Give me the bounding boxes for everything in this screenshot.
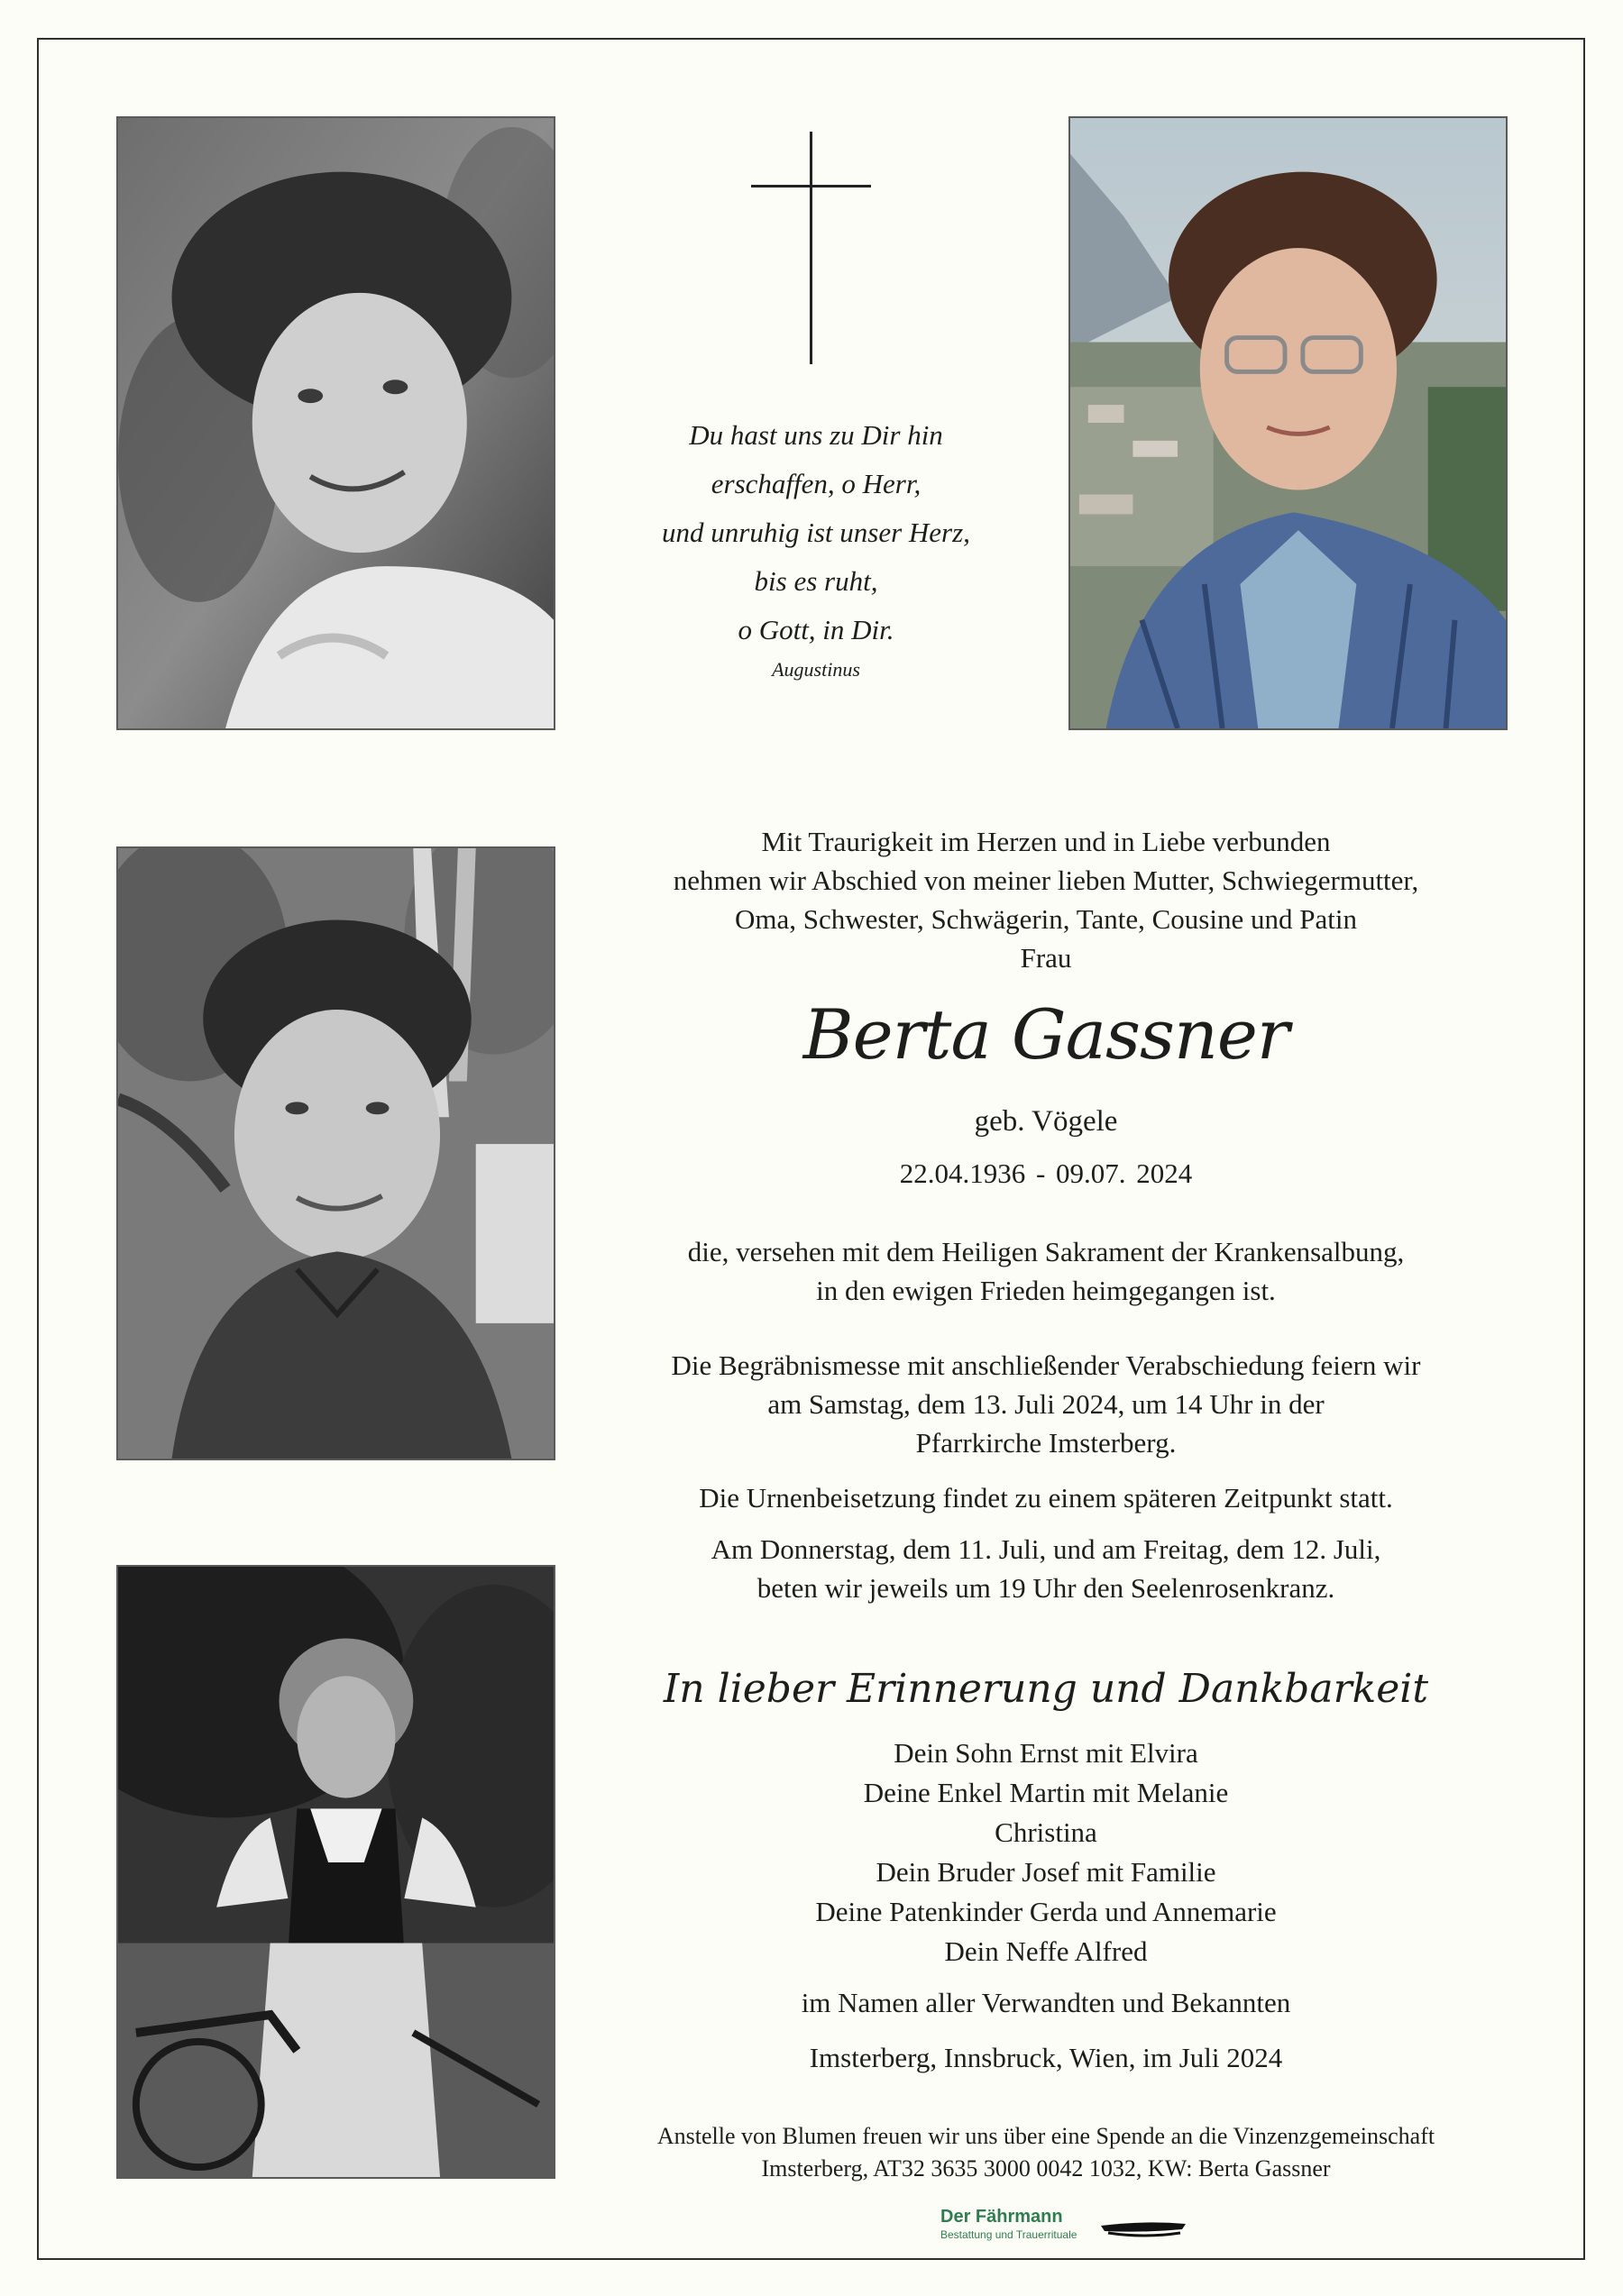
sacrament-line: die, versehen mit dem Heiligen Sakrament der Krankensalbung, <box>687 1236 1405 1267</box>
verse-line: o Gott, in Dir. <box>738 614 894 645</box>
logo-brand: Der Fährmann <box>940 2207 1063 2227</box>
life-dates: 22.04.1936 - 09.07. 2024 <box>899 1157 1193 1189</box>
family-list <box>595 1733 1497 1971</box>
birth-name: geb. Vögele <box>974 1105 1118 1138</box>
verse-author: Augustinus <box>772 658 860 681</box>
memory-heading: In lieber Erinnerung und Dankbarkeit <box>663 1666 1429 1712</box>
intro-line: Frau <box>1020 942 1072 974</box>
intro-line: Oma, Schwester, Schwägerin, Tante, Cousine und Patin <box>735 903 1357 935</box>
verse-line: bis es ruht, <box>754 565 878 597</box>
place-date: Imsterberg, Innsbruck, Wien, im Juli 2024 <box>809 2042 1283 2073</box>
donation-line: Imsterberg, AT32 3635 3000 0042 1032, KW: Berta Gassner <box>761 2155 1331 2182</box>
intro-text <box>595 822 1497 977</box>
family-member: Dein Sohn Ernst mit Elvira <box>894 1737 1198 1769</box>
cross-icon <box>751 132 871 364</box>
family-member: Deine Patenkinder Gerda und Annemarie <box>815 1896 1277 1927</box>
donation-line: Anstelle von Blumen freuen wir uns über eine Spende an die Vinzenzgemeinschaft <box>656 2123 1435 2149</box>
funeral-line: Die Begräbnismesse mit anschließender Verabschiedung feiern wir <box>671 1349 1421 1381</box>
boat-icon <box>1099 2217 1187 2242</box>
portrait-photo-young-woman <box>116 116 555 730</box>
urn-text: Die Urnenbeisetzung findet zu einem späteren Zeitpunkt statt. <box>699 1482 1393 1514</box>
portrait-photo-elderly-woman <box>1068 116 1508 730</box>
rosary-line: Am Donnerstag, dem 11. Juli, und am Freitag, dem 12. Juli, <box>711 1533 1381 1565</box>
sacrament-text <box>595 1232 1497 1310</box>
funeral-line: Pfarrkirche Imsterberg. <box>915 1427 1177 1459</box>
logo-tagline: Bestattung und Trauerrituale <box>940 2228 1077 2241</box>
sacrament-line: in den ewigen Frieden heimgegangen ist. <box>816 1275 1276 1306</box>
intro-line: Mit Traurigkeit im Herzen und in Liebe verbunden <box>761 826 1331 857</box>
funeral-line: am Samstag, dem 13. Juli 2024, um 14 Uhr in der <box>767 1388 1325 1420</box>
verse-line: Du hast uns zu Dir hin <box>689 419 943 451</box>
verse-line: erschaffen, o Herr, <box>711 468 922 499</box>
rosary-text <box>595 1530 1497 1607</box>
verse-line: und unruhig ist unser Herz, <box>662 517 970 548</box>
funeral-text <box>595 1346 1497 1462</box>
family-member: Christina <box>995 1816 1097 1848</box>
donation-text <box>595 2120 1497 2185</box>
deceased-name: Berta Gassner <box>802 994 1289 1075</box>
rosary-line: beten wir jeweils um 19 Uhr den Seelenrosenkranz. <box>756 1572 1335 1604</box>
intro-line: nehmen wir Abschied von meiner lieben Mutter, Schwiegermutter, <box>673 864 1419 896</box>
family-member: Deine Enkel Martin mit Melanie <box>863 1777 1229 1808</box>
family-member: Dein Bruder Josef mit Familie <box>876 1856 1216 1888</box>
portrait-photo-young-girl <box>116 846 555 1460</box>
funeral-home-logo <box>940 2206 1193 2251</box>
family-member: Dein Neffe Alfred <box>944 1935 1148 1967</box>
on-behalf-text: im Namen aller Verwandten und Bekannten <box>801 1987 1291 2018</box>
photo-child-with-bicycle <box>116 1565 555 2179</box>
bible-verse <box>577 411 1055 683</box>
